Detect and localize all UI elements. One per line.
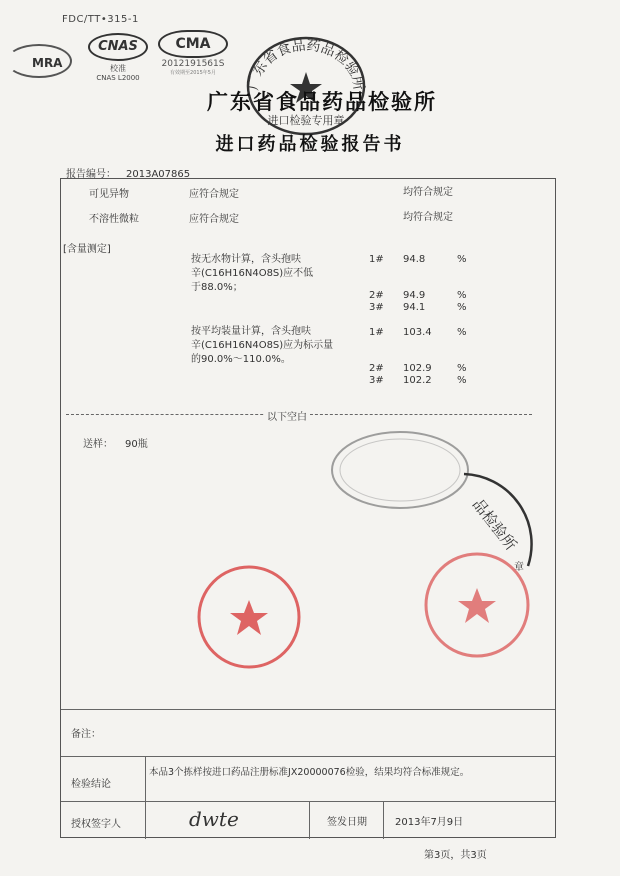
- test-item: 可见异物: [89, 189, 129, 200]
- report-number-label: 报告编号：: [66, 169, 116, 180]
- report-title: 进口药品检验报告书: [215, 134, 405, 155]
- cnas-sub-label: 校准: [110, 64, 126, 73]
- cnas-code: CNAS L2000: [96, 74, 140, 82]
- divider: [145, 756, 146, 839]
- divider: [61, 709, 555, 710]
- institute-name: 广东省食品药品检验所: [207, 89, 437, 114]
- stamp-top-sub: 进口检验专用章: [267, 114, 345, 127]
- standard-line: 按平均装量计算，含头孢呋: [191, 326, 311, 337]
- stamp-right-sub: 章: [514, 562, 524, 573]
- result-unit: %: [457, 375, 467, 386]
- result-value: 102.9: [403, 363, 432, 374]
- standard-line: 辛(C16H16N4O8S)应为标示量: [191, 340, 334, 351]
- result-unit: %: [457, 363, 467, 374]
- cma-number: 2012191561S: [161, 59, 225, 69]
- result-sample: 2#: [369, 363, 384, 374]
- remarks-label: 备注：: [71, 729, 101, 740]
- divider: [383, 801, 384, 839]
- stamp-right-text: 品检验所: [468, 495, 520, 554]
- mra-label: MRA: [32, 56, 63, 70]
- cma-label: CMA: [158, 30, 228, 58]
- result-sample: 2#: [369, 290, 384, 301]
- test-result: 均符合规定: [403, 187, 453, 198]
- date-label: 签发日期: [327, 817, 367, 828]
- assay-label: [含量测定]: [63, 244, 111, 255]
- cnas-label: CNAS: [88, 33, 148, 61]
- result-sample: 1#: [369, 254, 384, 265]
- result-sample: 1#: [369, 327, 384, 338]
- result-unit: %: [457, 254, 467, 265]
- result-value: 102.2: [403, 375, 432, 386]
- document-code: FDC/TT•315-1: [62, 14, 139, 25]
- date-value: 2013年7月9日: [395, 817, 464, 828]
- page-number: 第3页，共3页: [424, 850, 487, 861]
- result-value: 94.9: [403, 290, 426, 301]
- test-item: 不溶性微粒: [89, 214, 139, 225]
- cma-validity: 有效期至2015年5月: [170, 70, 216, 76]
- conclusion-label: 检验结论: [71, 779, 111, 790]
- result-unit: %: [457, 302, 467, 313]
- standard-line: 于88.0%；: [191, 282, 243, 293]
- cma-logo: [152, 30, 234, 78]
- blank-marker: 以下空白: [264, 408, 310, 423]
- signer-label: 授权签字人: [71, 819, 121, 830]
- stamp-top-text: 广东省食品药品检验所: [245, 37, 367, 92]
- standard-line: 的90.0%～110.0%。: [191, 354, 291, 365]
- report-number-value: 2013A07865: [126, 169, 191, 180]
- divider: [61, 801, 555, 802]
- standard-line: 辛(C16H16N4O8S)应不低: [191, 268, 314, 279]
- assay-standard-1: [191, 253, 313, 295]
- signature: dwte: [189, 807, 239, 831]
- retained-sample-label: 送样：: [83, 439, 113, 450]
- retained-sample: [83, 435, 148, 450]
- cnas-logo: [86, 33, 150, 91]
- mra-logo: [6, 44, 76, 76]
- red-company-stamp-left: [196, 564, 302, 670]
- result-sample: 3#: [369, 302, 384, 313]
- red-company-stamp-right: [422, 550, 532, 660]
- divider: [61, 756, 555, 757]
- result-value: 94.1: [403, 302, 426, 313]
- result-sample: 3#: [369, 375, 384, 386]
- test-standard: 应符合规定: [189, 214, 239, 225]
- assay-standard-2: [191, 325, 333, 367]
- standard-line: 按无水物计算，含头孢呋: [191, 254, 301, 265]
- result-value: 103.4: [403, 327, 432, 338]
- result-unit: %: [457, 290, 467, 301]
- result-unit: %: [457, 327, 467, 338]
- divider: [309, 801, 310, 839]
- test-result: 均符合规定: [403, 212, 453, 223]
- conclusion-text: 本品3个拣样按进口药品注册标准JX20000076检验，结果均符合标准规定。: [149, 767, 470, 778]
- result-value: 94.8: [403, 254, 426, 265]
- test-standard: 应符合规定: [189, 189, 239, 200]
- grey-oval-stamp: [328, 428, 474, 514]
- retained-sample-value: 90瓶: [125, 439, 148, 450]
